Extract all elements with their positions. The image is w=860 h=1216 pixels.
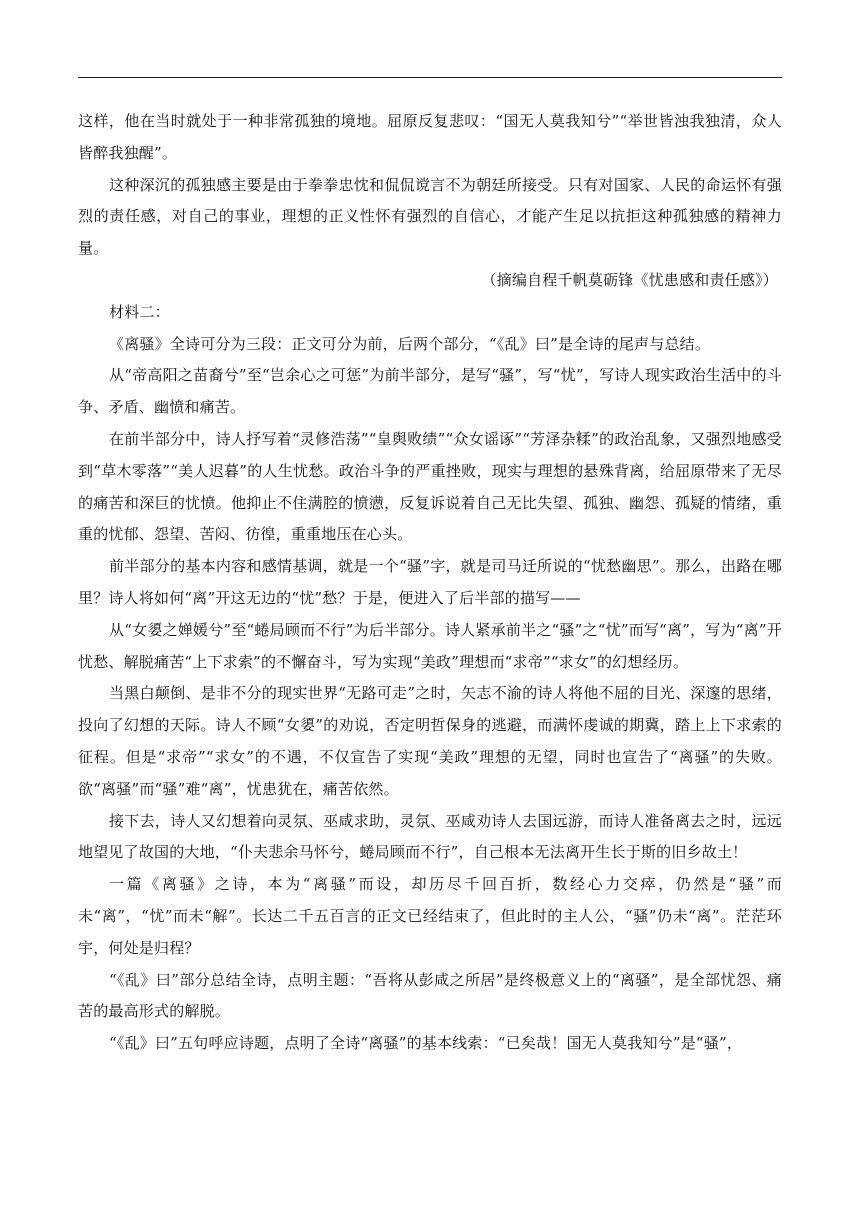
paragraph: 从“帝高阳之苗裔兮”至“岂余心之可惩”为前半部分，是写“骚”，写“忧”，写诗人现实政治生活中的斗争、矛盾、幽愤和痛苦。 xyxy=(78,366,782,417)
paragraph: “《乱》曰”五句呼应诗题，点明了全诗“离骚”的基本线索：“已矣哉！国无人莫我知兮”是“骚”， xyxy=(109,1034,743,1053)
paragraph: 在前半部分中，诗人抒写着“灵修浩荡”“皇舆败绩”“众女谣诼”“芳泽杂糅”的政治乱象，又强烈地感受到“草木零落”“美人迟暮”的人生忧愁。政治斗争的严重挫败，现实与理想的悬殊背离，给屈原带来了无尽的痛苦和深巨的忧愤。他抑止不住满腔的愤懑，反复诉说着自己无比失望、孤独、幽怨、孤疑的情绪，重重的忧郁、怨望、苦闷、彷徨，重重地压在心头。 xyxy=(78,429,782,544)
paragraph: “《乱》曰”部分总结全诗，点明主题：“吾将从彭咸之所居”是终极意义上的“离骚”，是全部忧怨、痛苦的最高形式的解脱。 xyxy=(78,970,782,1021)
paragraph: 《离骚》全诗可分为三段：正文可分为前，后两个部分，“《乱》曰”是全诗的尾声与总结。 xyxy=(109,334,711,353)
paragraph: 一篇《离骚》之诗，本为“离骚”而设，却历尽千回百折，数经心力交瘁，仍然是“骚”而未“离”，“忧”而未“解”。长达二千五百言的正文已经结束了，但此时的主人公，“骚”仍未“离”。茫茫环宇，何处是归程？ xyxy=(78,875,782,957)
header-rule xyxy=(78,77,782,78)
paragraph: 这种深沉的孤独感主要是由于拳拳忠忱和侃侃谠言不为朝廷所接受。只有对国家、人民的命运怀有强烈的责任感，对自己的事业，理想的正义性怀有强烈的自信心，才能产生足以抗拒这种孤独感的精神力量。 xyxy=(78,175,782,258)
paragraph: 前半部分的基本内容和感情基调，就是一个“骚”字，就是司马迁所说的“忧愁幽思”。那么，出路在哪里？诗人将如何“离”开这无边的“忧”愁？于是，便进入了后半部的描写—— xyxy=(78,557,782,607)
document-body xyxy=(78,106,782,1060)
paragraph: 接下去，诗人又幻想着向灵氛、巫咸求助，灵氛、巫咸劝诗人去国远游，而诗人准备离去之时，远远地望见了故国的大地，“仆夫悲余马怀兮，蜷局顾而不行”，自己根本无法离开生长于斯的旧乡故土！ xyxy=(78,811,782,862)
section-heading: 材料二： xyxy=(109,302,170,321)
paragraph: 这样，他在当时就处于一种非常孤独的境地。屈原反复悲叹：“国无人莫我知兮”“举世皆浊我独清，众人皆醉我独醒”。 xyxy=(78,112,782,162)
paragraph: 从“女嬃之婵媛兮”至“蜷局顾而不行”为后半部分。诗人紧承前半之“骚”之“忧”而写“离”，写为“离”开忧愁、解脱痛苦“上下求索”的不懈奋斗，写为实现“美政”理想而“求帝”“求女”的幻想经历。 xyxy=(78,620,782,671)
source-citation: （摘编自程千帆莫砺锋《忧患感和责任感》） xyxy=(481,270,778,289)
paragraph: 当黑白颠倒、是非不分的现实世界“无路可走”之时，矢志不渝的诗人将他不屈的目光、深邃的思绪，投向了幻想的天际。诗人不顾“女嬃”的劝说，否定明哲保身的逃避，而满怀虔诚的期冀，踏上上下求索的征程。但是“求帝”“求女”的不遇，不仅宣告了实现“美政”理想的无望，同时也宣告了“离骚”的失败。欲“离骚”而“骚”难“离”，忧患犹在，痛苦依然。 xyxy=(78,684,782,798)
